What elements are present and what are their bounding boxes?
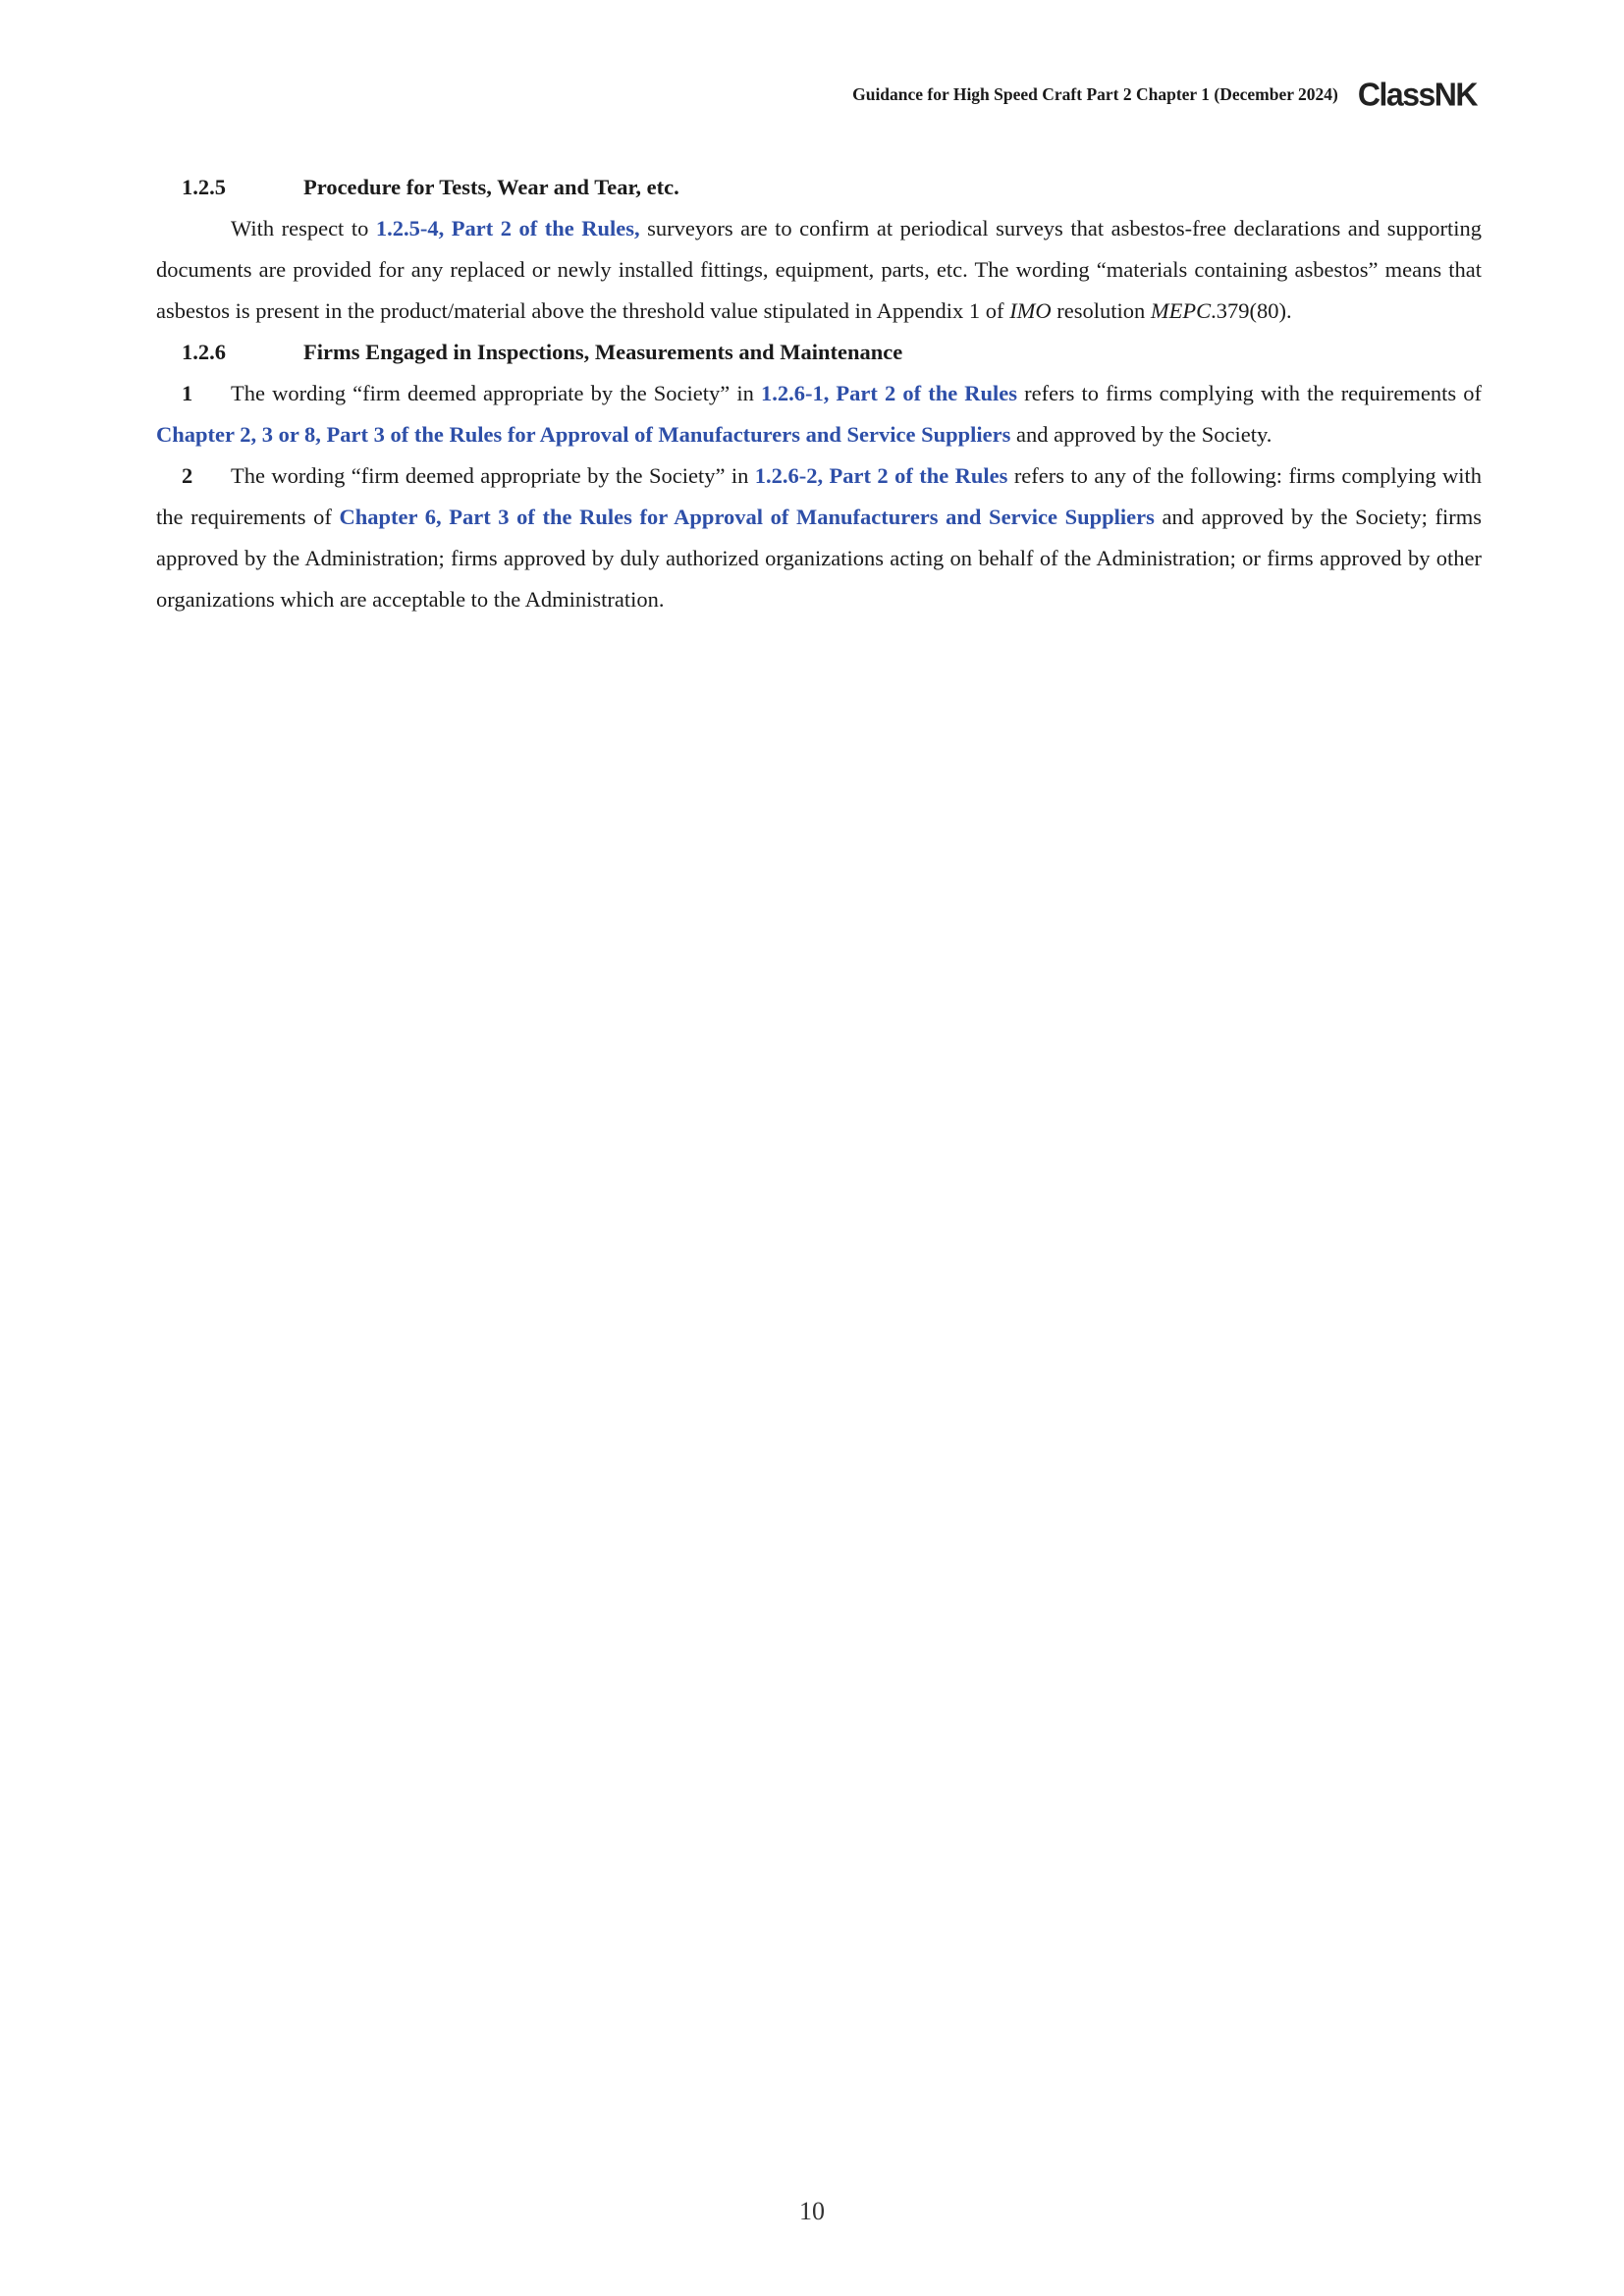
rule-reference-link[interactable]: 1.2.6-1, Part 2 of the Rules [760, 381, 1018, 405]
numbered-item-2 [156, 455, 1482, 620]
section-number: 1.2.6 [182, 340, 226, 364]
classnk-logo: ClassNK [1357, 76, 1477, 113]
page-header [852, 77, 1477, 113]
document-body [156, 167, 1482, 620]
paragraph-text: surveyors are to confirm at periodical surveys that asbestos-free declarations and supporting documents are provided for any replaced or newly installed fittings, equipment, parts, etc. The wording “materials containing asbestos” means that asbestos is present in the product/material above the threshold value stipulated in Appendix 1 of [156, 216, 1482, 323]
paragraph-italic-text: IMO [1009, 298, 1052, 323]
section-heading-1-2-5 [182, 167, 1482, 208]
item-number: 1 [182, 381, 193, 405]
rule-reference-link[interactable]: Chapter 6, Part 3 of the Rules for Approval of Manufacturers and Service Suppliers [339, 505, 1155, 529]
paragraph-text: resolution [1051, 298, 1151, 323]
item-text: and approved by the Society; firms approved by the Administration; firms approved by duly authorized organizations acting on behalf of the Administration; or firms approved by other organizations which are acceptable to the Administration. [156, 505, 1483, 612]
paragraph-italic-text: MEPC [1150, 298, 1212, 323]
header-title: Guidance for High Speed Craft Part 2 Chapter 1 (December 2024) [852, 84, 1338, 104]
section-title: Procedure for Tests, Wear and Tear, etc. [303, 175, 679, 199]
rule-reference-link[interactable]: Chapter 2, 3 or 8, Part 3 of the Rules for Approval of Manufacturers and Service Suppliers [156, 422, 1011, 447]
item-number: 2 [182, 463, 193, 488]
section-number: 1.2.5 [182, 175, 226, 199]
item-text: refers to firms complying with the requirements of [1017, 381, 1482, 405]
item-text: refers to any of the following: firms complying with the requirements of [156, 463, 1482, 529]
section-title: Firms Engaged in Inspections, Measurements and Maintenance [303, 340, 903, 364]
item-text: The wording “firm deemed appropriate by the Society” in [231, 463, 755, 488]
rule-reference-link[interactable]: 1.2.6-2, Part 2 of the Rules [754, 463, 1008, 488]
paragraph-text: With respect to [231, 216, 376, 240]
paragraph-text: .379(80). [1211, 298, 1292, 323]
item-text: The wording “firm deemed appropriate by the Society” in [231, 381, 761, 405]
numbered-item-1 [156, 373, 1482, 455]
page-number: 10 [799, 2197, 825, 2225]
section-heading-1-2-6 [182, 332, 1482, 373]
rule-reference-link[interactable]: 1.2.5-4, Part 2 of the Rules, [375, 216, 640, 240]
paragraph-1-2-5 [156, 208, 1482, 332]
item-text: and approved by the Society. [1010, 422, 1272, 447]
